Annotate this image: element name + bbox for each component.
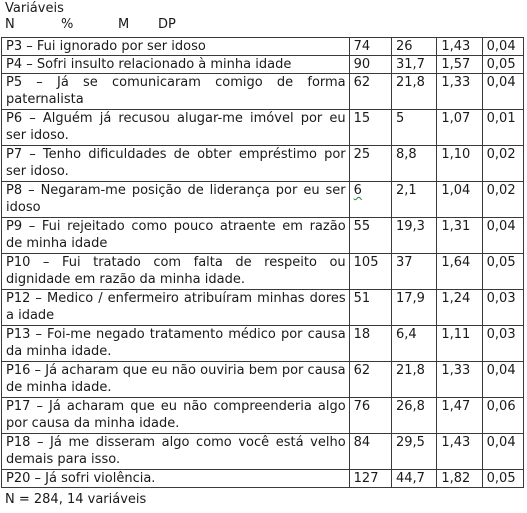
header-columns-row <box>5 17 198 33</box>
row-item-text: P13 – Foi-me negado tratamento médico por causa da minha idade. <box>2 326 350 362</box>
row-sd-value: 0,03 <box>482 326 523 362</box>
row-item-text: P20 – Já sofri violência. <box>2 470 350 488</box>
row-n-value: 76 <box>349 398 391 434</box>
table-row <box>2 434 524 470</box>
row-sd-value: 0,02 <box>482 146 523 182</box>
row-sd-value: 0,04 <box>482 434 523 470</box>
table-row <box>2 398 524 434</box>
results-table <box>1 37 524 488</box>
table-row <box>2 74 524 110</box>
row-item-text: P16 – Já acharam que eu não ouviria bem por causa de minha idade. <box>2 362 350 398</box>
spellcheck-underlined-value: 6 <box>353 183 362 198</box>
table-row <box>2 110 524 146</box>
table-row <box>2 56 524 74</box>
row-n-value: 25 <box>349 146 391 182</box>
row-percent-value: 21,8 <box>391 362 436 398</box>
row-item-text: P6 – Alguém já recusou alugar-me imóvel por eu ser idoso. <box>2 110 350 146</box>
table-row <box>2 38 524 56</box>
row-percent-value: 8,8 <box>391 146 436 182</box>
table-row <box>2 290 524 326</box>
row-n-value: 74 <box>349 38 391 56</box>
row-sd-value: 0,04 <box>482 38 523 56</box>
row-percent-value: 26 <box>391 38 436 56</box>
row-percent-value: 44,7 <box>391 470 436 488</box>
row-item-text: P9 – Fui rejeitado como pouco atraente em razão de minha idade <box>2 218 350 254</box>
row-sd-value: 0,01 <box>482 110 523 146</box>
table-row <box>2 254 524 290</box>
row-mean-value: 1,11 <box>437 326 482 362</box>
column-header-mean: M <box>118 17 130 32</box>
row-item-text: P8 – Negaram-me posição de liderança por eu ser idoso <box>2 182 350 218</box>
column-header-sd: DP <box>158 17 176 32</box>
row-percent-value: 21,8 <box>391 74 436 110</box>
row-percent-value: 19,3 <box>391 218 436 254</box>
row-item-text: P10 – Fui tratado com falta de respeito ou dignidade em razão da minha idade. <box>2 254 350 290</box>
row-sd-value: 0,05 <box>482 254 523 290</box>
header-title-row <box>5 1 198 17</box>
row-n-value <box>349 182 391 218</box>
table-row <box>2 218 524 254</box>
row-mean-value: 1,47 <box>437 398 482 434</box>
row-n-value: 90 <box>349 56 391 74</box>
row-mean-value: 1,04 <box>437 182 482 218</box>
row-n-value: 84 <box>349 434 391 470</box>
results-table-body <box>2 38 524 488</box>
row-sd-value: 0,05 <box>482 56 523 74</box>
row-percent-value: 5 <box>391 110 436 146</box>
row-mean-value: 1,57 <box>437 56 482 74</box>
row-sd-value: 0,02 <box>482 182 523 218</box>
row-item-text: P12 – Medico / enfermeiro atribuíram minhas dores a idade <box>2 290 350 326</box>
row-n-value: 127 <box>349 470 391 488</box>
row-mean-value: 1,43 <box>437 38 482 56</box>
row-n-value: 105 <box>349 254 391 290</box>
row-mean-value: 1,10 <box>437 146 482 182</box>
row-n-value: 62 <box>349 362 391 398</box>
row-sd-value: 0,05 <box>482 470 523 488</box>
row-n-value: 18 <box>349 326 391 362</box>
row-n-value: 55 <box>349 218 391 254</box>
column-header-n: N <box>5 17 15 32</box>
row-mean-value: 1,24 <box>437 290 482 326</box>
row-percent-value: 17,9 <box>391 290 436 326</box>
row-mean-value: 1,31 <box>437 218 482 254</box>
row-sd-value: 0,04 <box>482 74 523 110</box>
row-mean-value: 1,64 <box>437 254 482 290</box>
row-mean-value: 1,33 <box>437 362 482 398</box>
row-percent-value: 6,4 <box>391 326 436 362</box>
header-title: Variáveis <box>5 1 64 16</box>
row-percent-value: 29,5 <box>391 434 436 470</box>
table-row <box>2 470 524 488</box>
table-header <box>5 1 198 33</box>
row-percent-value: 37 <box>391 254 436 290</box>
footer-note: N = 284, 14 variáveis <box>5 492 147 507</box>
row-mean-value: 1,33 <box>437 74 482 110</box>
row-sd-value: 0,04 <box>482 362 523 398</box>
table-row <box>2 182 524 218</box>
row-sd-value: 0,06 <box>482 398 523 434</box>
row-n-value: 15 <box>349 110 391 146</box>
row-item-text: P4 – Sofri insulto relacionado à minha idade <box>2 56 350 74</box>
table-row <box>2 146 524 182</box>
column-header-percent: % <box>61 17 74 32</box>
row-percent-value: 2,1 <box>391 182 436 218</box>
row-n-value: 51 <box>349 290 391 326</box>
row-percent-value: 26,8 <box>391 398 436 434</box>
row-mean-value: 1,43 <box>437 434 482 470</box>
table-row <box>2 326 524 362</box>
row-sd-value: 0,04 <box>482 218 523 254</box>
row-item-text: P18 – Já me disseram algo como você está velho demais para isso. <box>2 434 350 470</box>
row-item-text: P5 – Já se comunicaram comigo de forma paternalista <box>2 74 350 110</box>
row-item-text: P17 – Já acharam que eu não compreenderia algo por causa da minha idade. <box>2 398 350 434</box>
row-sd-value: 0,03 <box>482 290 523 326</box>
table-row <box>2 362 524 398</box>
row-percent-value: 31,7 <box>391 56 436 74</box>
row-n-value: 62 <box>349 74 391 110</box>
row-mean-value: 1,07 <box>437 110 482 146</box>
row-item-text: P7 – Tenho dificuldades de obter empréstimo por ser idoso. <box>2 146 350 182</box>
row-mean-value: 1,82 <box>437 470 482 488</box>
row-item-text: P3 – Fui ignorado por ser idoso <box>2 38 350 56</box>
